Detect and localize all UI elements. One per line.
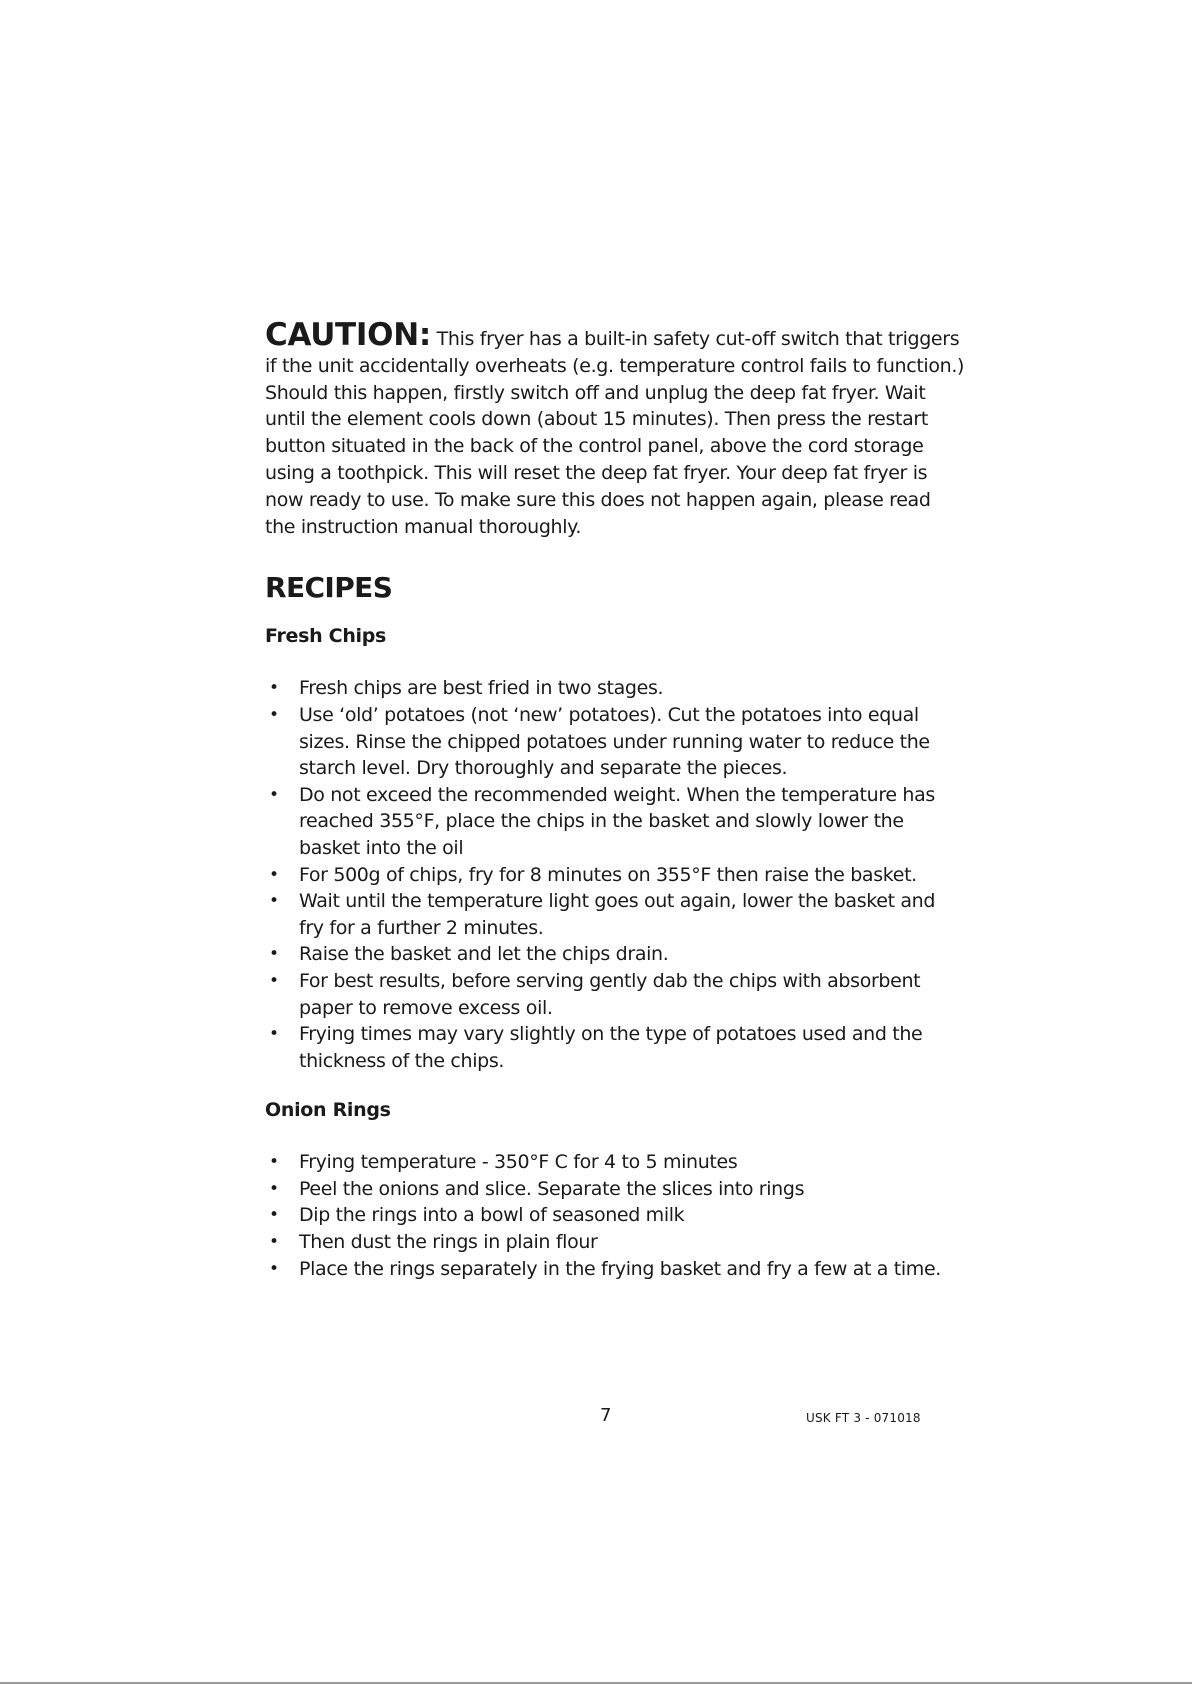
list-item: • Dip the rings into a bowl of seasoned milk — [265, 1202, 965, 1229]
fresh-chips-steps — [265, 675, 965, 1074]
list-item: • For best results, before serving gently dab the chips with absorbent paper to remove excess oil. — [265, 968, 965, 1021]
list-item: • For 500g of chips, fry for 8 minutes on 355°F then raise the basket. — [265, 862, 965, 889]
list-item: • Use ‘old’ potatoes (not ‘new’ potatoes). Cut the potatoes into equal sizes. Rinse the chipped potatoes under running water to reduce the starch level. Dry thoroughly and separate the pieces. — [265, 702, 965, 782]
recipes-heading: RECIPES — [265, 571, 393, 605]
list-item: • Fresh chips are best fried in two stages. — [265, 675, 965, 702]
document-code: USK FT 3 - 071018 — [806, 1411, 921, 1425]
page-content — [265, 317, 965, 1282]
bottom-divider — [0, 1682, 1192, 1684]
list-item: • Peel the onions and slice. Separate the slices into rings — [265, 1176, 965, 1203]
caution-paragraph — [265, 317, 965, 540]
recipe-title-onion-rings: Onion Rings — [265, 1099, 391, 1122]
recipe-title-fresh-chips: Fresh Chips — [265, 625, 387, 648]
list-item: • Place the rings separately in the frying basket and fry a few at a time. — [265, 1256, 965, 1283]
list-item: • Wait until the temperature light goes out again, lower the basket and fry for a further 2 minutes. — [265, 888, 965, 941]
caution-label: CAUTION: — [265, 317, 431, 353]
list-item: • Do not exceed the recommended weight. When the temperature has reached 355°F, place the chips in the basket and slowly lower the basket into the oil — [265, 782, 965, 862]
list-item: • Frying times may vary slightly on the type of potatoes used and the thickness of the chips. — [265, 1021, 965, 1074]
list-item: • Raise the basket and let the chips drain. — [265, 941, 965, 968]
list-item: • Frying temperature - 350°F C for 4 to 5 minutes — [265, 1149, 965, 1176]
onion-rings-steps — [265, 1149, 965, 1282]
page-number: 7 — [600, 1405, 612, 1426]
list-item: • Then dust the rings in plain flour — [265, 1229, 965, 1256]
caution-text: This fryer has a built-in safety cut-off switch that triggers if the unit accidentally overheats (e.g. temperature control fails to function.) Should this happen, firstly switch off and unplug the deep fat fryer. Wait until the element cools down (about 15 minutes). Then press the restart button situated in the back of the control panel, above the cord storage using a toothpick. This will reset the deep fat fryer. Your deep fat fryer is now ready to use. To make sure this does not happen again, please read the instruction manual thoroughly. — [265, 328, 965, 538]
